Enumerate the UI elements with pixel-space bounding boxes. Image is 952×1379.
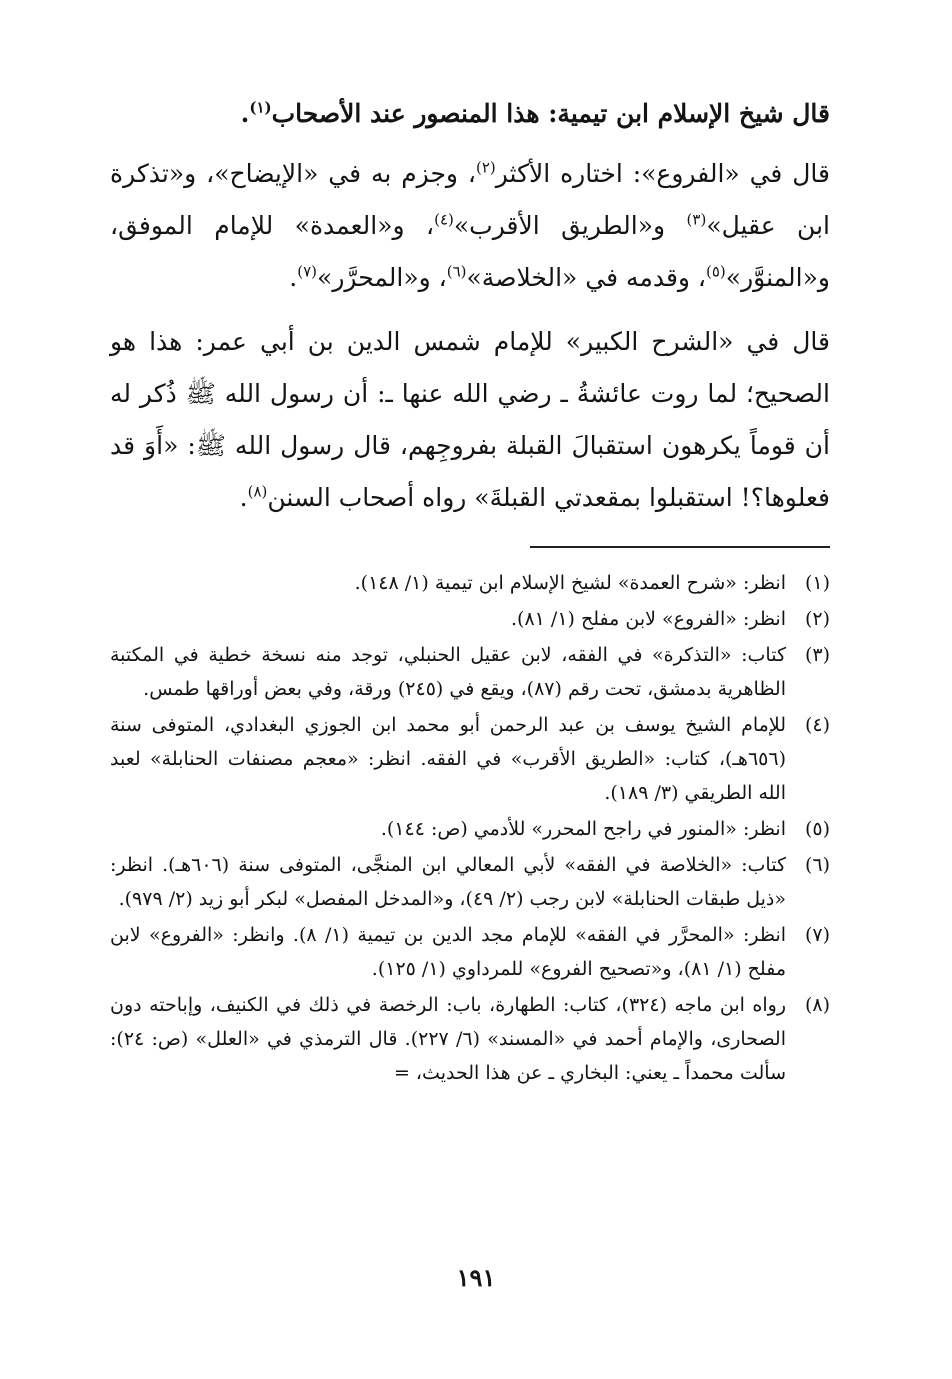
paragraph-1-text-2: ، وجزم به في «الإيضاح»، و«تذكرة ابن عقيل» (110, 159, 830, 240)
footnote-ref-8[interactable]: (٨) (247, 482, 268, 501)
footnote-text: انظر: «المحرَّر في الفقه» للإمام مجد الدين بن تيمية (١/ ٨). وانظر: «الفروع» لابن مفلح (١/ ٨١)، و«تصحيح الفروع» للمرداوي (١/ ١٢٥). (110, 924, 787, 980)
section-heading (110, 90, 830, 138)
footnote-item (110, 988, 830, 1090)
footnote-ref-7[interactable]: (٧) (297, 262, 318, 281)
footnote-text: كتاب: «التذكرة» في الفقه، لابن عقيل الحنبلي، توجد منه نسخة خطية في المكتبة الظاهرية بدمشق، تحت رقم (٨٧)، ويقع في (٢٤٥) ورقة، وفي بعض أوراقها طمس. (110, 644, 786, 700)
footnote-item (110, 638, 830, 706)
footnote-number: (٣) (804, 644, 830, 666)
footnote-number: (٢) (804, 608, 830, 630)
footnote-text: للإمام الشيخ يوسف بن عبد الرحمن أبو محمد ابن الجوزي البغدادي، المتوفى سنة (٦٥٦هـ)، كتاب: «الطريق الأقرب» في الفقه. انظر: «معجم مصنفات الحنابلة» لعبد الله الطريقي (٣/ ١٨٩). (110, 714, 786, 804)
footnote-divider (530, 546, 830, 548)
heading-end: . (240, 99, 250, 128)
footnote-item (110, 566, 830, 600)
footnote-ref-6[interactable]: (٦) (446, 262, 467, 281)
footnote-ref-3[interactable]: (٣) (686, 210, 707, 229)
paragraph-1-text-1: قال في «الفروع»: اختاره الأكثر (495, 159, 831, 188)
footnote-item (110, 602, 830, 636)
footnote-ref-1[interactable]: (١) (249, 98, 272, 117)
heading-text: قال شيخ الإسلام ابن تيمية: هذا المنصور عند الأصحاب (271, 99, 830, 128)
footnote-ref-5[interactable]: (٥) (706, 262, 726, 281)
paragraph-1-text-7: . (289, 263, 298, 292)
footnote-number: (١) (804, 572, 830, 594)
footnote-item (110, 848, 830, 916)
footnote-text: كتاب: «الخلاصة في الفقه» لأبي المعالي ابن المنجَّى، المتوفى سنة (٦٠٦هـ). انظر: «ذيل طبقات الحنابلة» لابن رجب (٢/ ٤٩)، و«المدخل المفصل» لبكر أبو زيد (٢/ ٩٧٩). (110, 854, 786, 910)
footnote-ref-4[interactable]: (٤) (434, 210, 454, 229)
footnote-text: انظر: «المنور في راجح المحرر» للأدمي (ص: ١٤٤). (380, 818, 786, 840)
footnote-ref-2[interactable]: (٢) (475, 158, 496, 177)
footnote-text: رواه ابن ماجه (٣٢٤)، كتاب: الطهارة، باب: الرخصة في ذلك في الكنيف، وإباحته دون الصحارى، والإمام أحمد في «المسند» (٦/ ٢٢٧). قال الترمذي في «العلل» (ص: ٢٤): سألت محمداً ـ يعني: البخاري ـ عن هذا الحديث، = (110, 994, 786, 1084)
footnote-number: (٧) (804, 924, 830, 946)
footnote-item (110, 918, 830, 986)
page-number: ١٩١ (456, 1263, 496, 1292)
footnotes-list (110, 566, 830, 1090)
footnote-number: (٦) (804, 854, 830, 876)
paragraph-1 (110, 148, 830, 304)
paragraph-2 (110, 316, 830, 524)
footnote-number: (٤) (804, 714, 830, 736)
footnote-item (110, 708, 830, 810)
paragraph-2-text-2: . (239, 483, 248, 512)
footnote-text: انظر: «الفروع» لابن مفلح (١/ ٨١). (510, 608, 786, 630)
paragraph-2-text-1: قال في «الشرح الكبير» للإمام شمس الدين بن أبي عمر: هذا هو الصحيح؛ لما روت عائشةُ ـ رضي الله عنها ـ: أن رسول الله ﷺ ذُكر له أن قوماً يكرهون استقبالَ القبلة بفروجِهم، قال رسول الله ﷺ: «أَوَ قد فعلوها؟! استقبلوا بمقعدتي القبلةَ» رواه أصحاب السنن (110, 327, 830, 512)
paragraph-1-text-4: ، و«العمدة» للإمام الموفق، و«المنوَّر» (110, 211, 830, 292)
footnote-item (110, 812, 830, 846)
footnote-number: (٨) (804, 994, 830, 1016)
footnote-text: انظر: «شرح العمدة» لشيخ الإسلام ابن تيمية (١/ ١٤٨). (354, 572, 786, 594)
paragraph-1-text-6: ، و«المحرَّر» (317, 263, 447, 292)
footnote-number: (٥) (804, 818, 830, 840)
page-body (110, 90, 830, 1092)
paragraph-1-text-3: و«الطريق الأقرب» (453, 211, 687, 240)
paragraph-1-text-5: ، وقدمه في «الخلاصة» (466, 263, 706, 292)
